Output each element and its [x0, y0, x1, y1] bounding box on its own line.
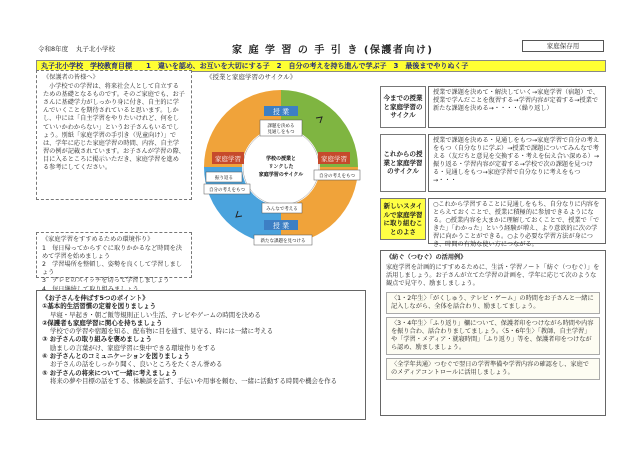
cycle-center-2: リンクした	[268, 164, 294, 170]
point-5-head: ⑤ お子さんの将来について一緒に考えましょう	[42, 368, 178, 377]
tsugu-usage-box	[380, 250, 606, 416]
cycle-diagram	[196, 78, 366, 256]
parents-message-box	[36, 70, 192, 200]
five-points-title: 《お子さんを伸ばす5つのポイント》	[42, 294, 149, 302]
keep-label: 家庭保存用	[522, 40, 604, 52]
point-1-head: ①基本的生活習慣の定着を図りましょう	[42, 302, 157, 311]
ring-top-text-1: 課題を決める	[267, 124, 295, 129]
top-class-label: 授 業	[272, 108, 290, 116]
point-4-detail: お子さんの話をしっかり聞く、良いところをたくさん誉める	[50, 360, 223, 369]
cycle-label: 《授業と家庭学習のサイクル》	[206, 73, 297, 81]
five-points-box	[36, 290, 366, 420]
point-2-head: ②保護者も家庭学習に関心を持ちましょう	[42, 318, 163, 327]
parents-message-title: 《保護者の皆様へ》	[43, 74, 99, 81]
tsugu-grade-12: 〈1・2年生〉「がくしゅう、テレビ・ゲーム」の時間をお子さんと一緒に記入しながら、全体を話合わり、励ましてましょう。	[386, 292, 600, 314]
tsugu-grade-3456: 〈3・4年生〉「ふり返り」欄について、保護者印をつけながら時間や内容を振り合わ、話合わりましてましょう。〈5・6年生〉「教師、自主学習」や「学習・メディア・就寝時間」「ふり返り」等を、保護者印をつけながら認め、励ましましょう。	[386, 317, 600, 355]
tsugu-all-grades: 〈全学年共通〉つむぐで翌日の学習準備や学習内容の確認をし、家庭でのメディアコントロールに活用しましょう。	[386, 358, 600, 380]
point-1-detail: 早寝・早起き・朝ご飯等規則正しい生活、テレビやゲームの時間を決める	[50, 310, 261, 319]
new-style-text: ○これから学習することに見通しをもち、自分なりに内容をとらえておくことで、授業に積極的に参加できるようになる。○授業内容を大まかに理解しておくことで、授業で「できた」「わかった」という経験が増え、より意欲的に次の学習に向かうことができる。○より必要な学習方法が身につき、時間の有効な使い方につながる。	[428, 198, 606, 244]
left-home-label: 家庭学習	[215, 155, 241, 163]
page-title: 家 庭 学 習 の 手 引 き (保護者向け)	[232, 45, 434, 56]
now-cycle-tag: 今までの授業と家庭学習のサイクル	[380, 86, 426, 128]
ring-bottom-text-2: 新たな課題を見つける	[260, 239, 306, 244]
school-name: 丸子北小学校	[76, 45, 115, 53]
study-environment-title: 《家庭学習をすすめるための環境作り》	[42, 236, 154, 243]
fiscal-year: 令和8年度	[38, 45, 69, 53]
point-2-detail: 学校での学習や宿題を知る、配布物に目を通す、見守る、時には一緒に考える	[50, 327, 274, 336]
right-home-label: 家庭学習	[321, 155, 347, 163]
point-5-detail: 将来の夢や目標の話をする、体験談を話す、手伝いや用事を頼む、一緒に活動する時間や機会を作る	[50, 376, 338, 385]
ring-left-text-2: 自分の考えをもつ	[209, 188, 245, 193]
ring-top-text-2: 見通しをもつ	[267, 130, 295, 135]
point-3-head: ③ お子さんの取り組みを褒めましょう	[42, 335, 152, 344]
school-motto: 丸子北小学校 学校教育目標 1 違いを認め、お互いを大切にする子 2 自分の考えを持ち進んで学ぶ子 3 最後までやりぬく子	[36, 60, 606, 72]
ring-bottom-text-1: みんなで考える	[266, 207, 298, 212]
study-environment-box	[36, 232, 192, 285]
new-style-tag: 新しいスタイルで家庭学習に取り組むことのよさ	[380, 198, 426, 240]
point-3-detail: 励ましの言葉がけ、家庭学習に集中できる環境作りをする	[50, 343, 216, 352]
study-item-2: 2 学習場所を整頓し、姿勢を良くして学習しましょう	[42, 261, 183, 277]
tsugu-intro: 家庭学習を計画的にすすめるために、生活・学習ノート「紡ぐ（つむぐ）」を活用しましょう。お子さんが立てた学習の計画を、学年に応じて次のような観点で見守り、励ましましょう。	[386, 264, 600, 287]
tsugu-title: 《紡ぐ（つむぐ）の活用例》	[386, 254, 467, 261]
point-4-head: ④ お子さんとのコミュニケーションを図りましょう	[42, 352, 190, 361]
cycle-center-1: 学校の授業と	[265, 156, 297, 162]
bottom-class-label: 授 業	[272, 222, 290, 230]
future-cycle-tag: これからの授業と家庭学習のサイクル	[380, 134, 426, 192]
future-cycle-text: 授業で課題を決める・見通しをもつ→家庭学習で自分の考えをもつ（自分なりに学ぶ）→授業で課題についてみんなで考える（友だちと意見を交換する・考えを伝え合い深める）→振り返る・学習内容が定着する→学校で次の課題を見つける・見通しをもつ→家庭学習で自分なりに考えをもつ→・・・	[428, 134, 606, 192]
now-cycle-text: 授業で課題を決めて・解決していく→家庭学習（宿題）で、授業で学んだことを復習する→学習内容が定着する→授業で新たな課題を決める→・・・・（繰り返し）	[428, 86, 606, 128]
study-item-1: 1 毎日帰ってからすぐに取りかかるなど時間を決めて学習を始めましょう	[42, 245, 183, 261]
ring-right-text: 自分の考えをもつ	[319, 174, 355, 179]
parents-message-body: 小学校での学習は、将来社会人として自立するための基礎となるものです。そのご家庭でも、お子さんに基礎学力がしっかり身に付き、自主的に学んでいくことを期待されていると思います。しかし、中には「自主学習をやりたいけれど、何をしていいかわからない」というお子さんもいるでしょう。別紙「家庭学習の手引き（児童向け）」では、学年に応じた家庭学習の時間、内容、自主学習の例が記載されています。お子さんが学習の際、目に入るところに掲示いただき、家庭学習を進める参考にしてください。	[43, 83, 185, 172]
ring-left-text-1: 振り返る	[215, 176, 233, 181]
cycle-center-3: 家庭学習のサイクル	[258, 172, 304, 178]
study-item-3: 3 テレビのスイッチを切って学習しましょう	[42, 277, 170, 285]
